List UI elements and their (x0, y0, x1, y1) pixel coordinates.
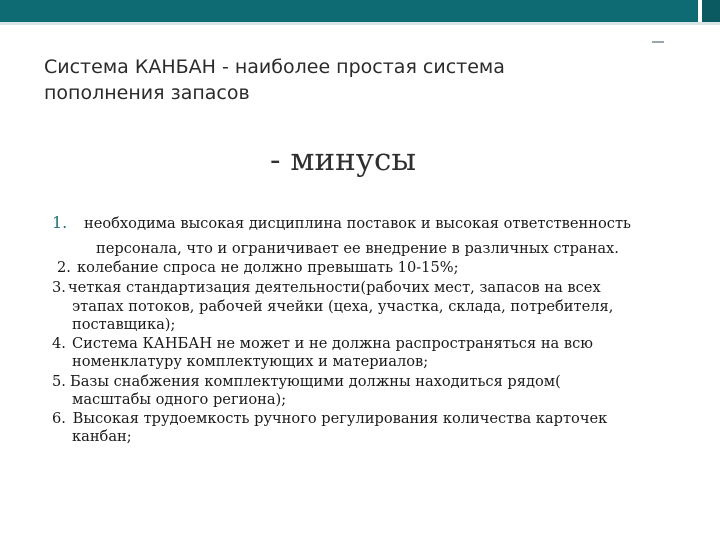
slide-title-line-2: пополнения запасов (44, 82, 250, 104)
slide-subtitle: - минусы (270, 142, 417, 178)
list-item-number: 6. (52, 410, 66, 427)
list-item-line: этапах потоков, рабочей ячейки (цеха, участка, склада, потребителя, (72, 298, 614, 315)
header-divider (0, 22, 720, 25)
list-item-line: Базы снабжения комплектующими должны находиться рядом( (70, 373, 561, 390)
list-item-line: Система КАНБАН не может и не должна распространяться на всю (72, 335, 593, 352)
list-item-line: номенклатуру комплектующих и материалов; (72, 353, 429, 370)
list-item-line: персонала, что и ограничивает ее внедрение в различных странах. (96, 240, 619, 257)
header-bar-main (0, 0, 698, 22)
list-item-number: 3. (52, 279, 66, 296)
header-bar (0, 0, 720, 22)
list-item-line: масштабы одного региона); (72, 391, 287, 408)
header-bar-end (702, 0, 720, 22)
slide-title (44, 54, 604, 106)
list-item-line: колебание спроса не должно превышать 10-15%; (77, 259, 459, 276)
list-item-number: 2. (57, 259, 71, 276)
list-item-line: поставщика); (72, 316, 176, 333)
list-item-line: четкая стандартизация деятельности(рабочих мест, запасов на всех (68, 279, 601, 296)
list-item-number: 5. (52, 373, 66, 390)
list-item-number: 4. (52, 335, 66, 352)
corner-mark (652, 41, 664, 43)
list-item-line: канбан; (72, 428, 132, 445)
list-item-line: Высокая трудоемкость ручного регулирования количества карточек (68, 410, 608, 427)
slide-title-line-1: Система КАНБАН - наиболее простая система (44, 56, 505, 78)
list-item-line: необходима высокая дисциплина поставок и высокая ответственность (84, 215, 631, 232)
list-item-number: 1. (52, 213, 68, 232)
